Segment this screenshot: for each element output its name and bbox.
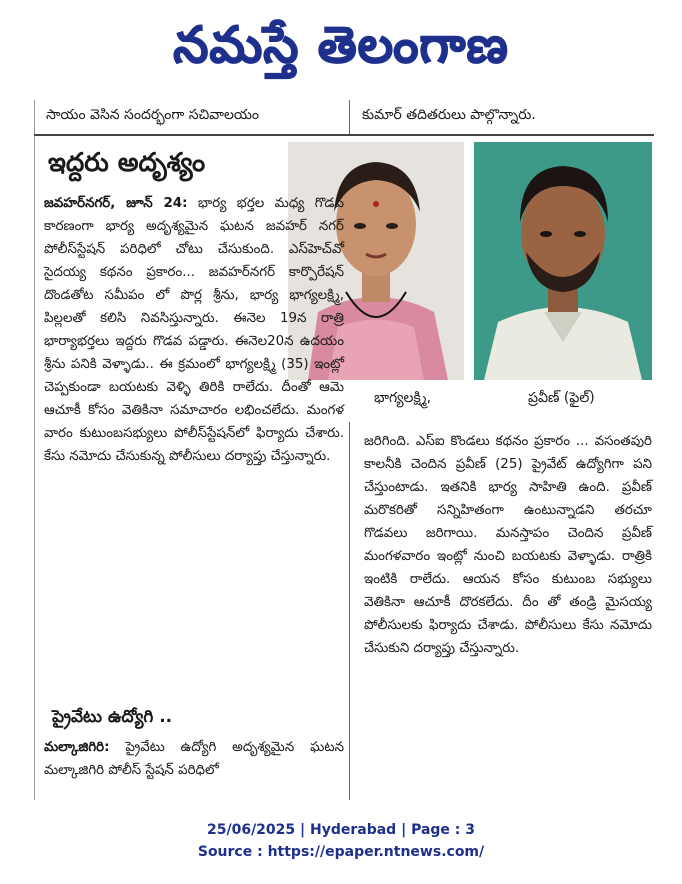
- article1-paragraph: [44, 192, 344, 468]
- article2-subheadline: ప్రైవేటు ఉద్యోగి ..: [52, 707, 173, 727]
- article1-dateline: జవహర్‌నగర్, జూన్ 24:: [44, 196, 188, 211]
- top-snippet-right: కుమార్ తదితరులు పాల్గొన్నారు.: [362, 107, 536, 123]
- photo-man: [474, 142, 652, 380]
- man-portrait-image: [474, 142, 652, 380]
- footer-source-line: Source : https://epaper.ntnews.com/: [197, 844, 485, 860]
- section-divider: [34, 134, 654, 136]
- masthead-title: నమస్తే తెలంగాణ: [173, 16, 509, 74]
- photo-caption-left: భాగ్యలక్ష్మి,: [374, 390, 432, 406]
- article2-lead-text: ప్రైవేటు ఉద్యోగి అదృశ్యమైన ఘటన మల్కాజిగిరి పోలీస్ స్టేషన్ పరిధిలో: [44, 740, 344, 778]
- article2-continuation: [364, 430, 652, 660]
- article2-lead: [44, 736, 344, 782]
- article-headline: ఇద్దరు అదృశ్యం: [48, 148, 206, 178]
- article2-lead-paragraph: [44, 736, 344, 782]
- column-divider-bottom: [349, 422, 350, 800]
- article1-body: [44, 192, 344, 468]
- article2-dateline: మల్కాజిగిరి:: [44, 740, 110, 755]
- top-snippet-left: సాయం వెసిన సందర్భంగా సచివాలయం: [46, 107, 259, 123]
- column-divider-top: [349, 100, 350, 136]
- article2-continuation-text: జరిగింది. ఎస్ఐ కొండలు కథనం ప్రకారం ... వసంతపురి కాలనీకి చెందిన ప్రవీణ్ (25) ప్రైవేట్ ఉద్యోగిగా పని చేస్తుంటాడు. ఇతనికి భార్య సాహితి ఉంది. ప్రవీణ్ మరొకరితో సన్నిహితంగా ఉంటున్నాడని తరచూ గొడవలు జరిగాయి. మనస్తాపం చెందిన ప్రవీణ్ మంగళవారం ఇంట్లో నుంచి బయటకు వెళ్ళాడు. రాత్రికి ఇంటికి రాలేదు. ఆయన కోసం కుటుంబ సభ్యులు వెతికినా ఆచూకీ దొరకలేదు. దీం తో తండ్రి మైసయ్య పోలీసులకు ఫిర్యాదు చేశాడు. పోలీసులు కేసు నమోదు చేసుకుని దర్యాప్తు చేస్తున్నారు.: [364, 434, 652, 656]
- article1-text: భార్య భర్తల మధ్య గొడవ కారణంగా భార్య అదృశ్యమైన ఘటన జవహర్ నగర్ పోలీస్‌స్టేషన్ పరిధిలో చోటు చేసుకుంది. ఎస్‌హెచ్‌వో సైదయ్య కథనం ప్రకారం... జవహర్‌నగర్ కార్పొరేషన్ దొండతోట సమీపం లో పొర్ల శ్రీను, భార్య భాగ్యలక్ష్మి, పిల్లలతో కలిసి నివసిస్తున్నారు. ఈనెల 19న రాత్రి భార్యాభర్తలు ఇద్దరు గొడవ పడ్డారు. ఈనెల20న ఉదయం శ్రీను పనికి వెళ్ళాడు.. ఈ క్రమంలో భాగ్యలక్ష్మి (35) ఇంట్లో చెప్పకుండా బయటకు వెళ్ళి తిరికి రాలేదు. దీంతో ఆమె ఆచూకీ కోసం వెతికినా సమాచారం లభించలేదు. మంగళ వారం కుటుంబసభ్యులు పోలీస్‌స్టేషన్‌లో ఫిర్యాదు చేశారు. కేసు నమోదు చేసుకున్న పోలీసులు దర్యాప్తు చేస్తున్నారు.: [44, 196, 344, 464]
- left-border: [34, 100, 35, 800]
- photo-caption-right: ప్రవీణ్ (ఫైల్): [528, 390, 595, 406]
- newspaper-clipping: [34, 100, 654, 800]
- footer-date-line: 25/06/2025 | Hyderabad | Page : 3: [206, 822, 476, 838]
